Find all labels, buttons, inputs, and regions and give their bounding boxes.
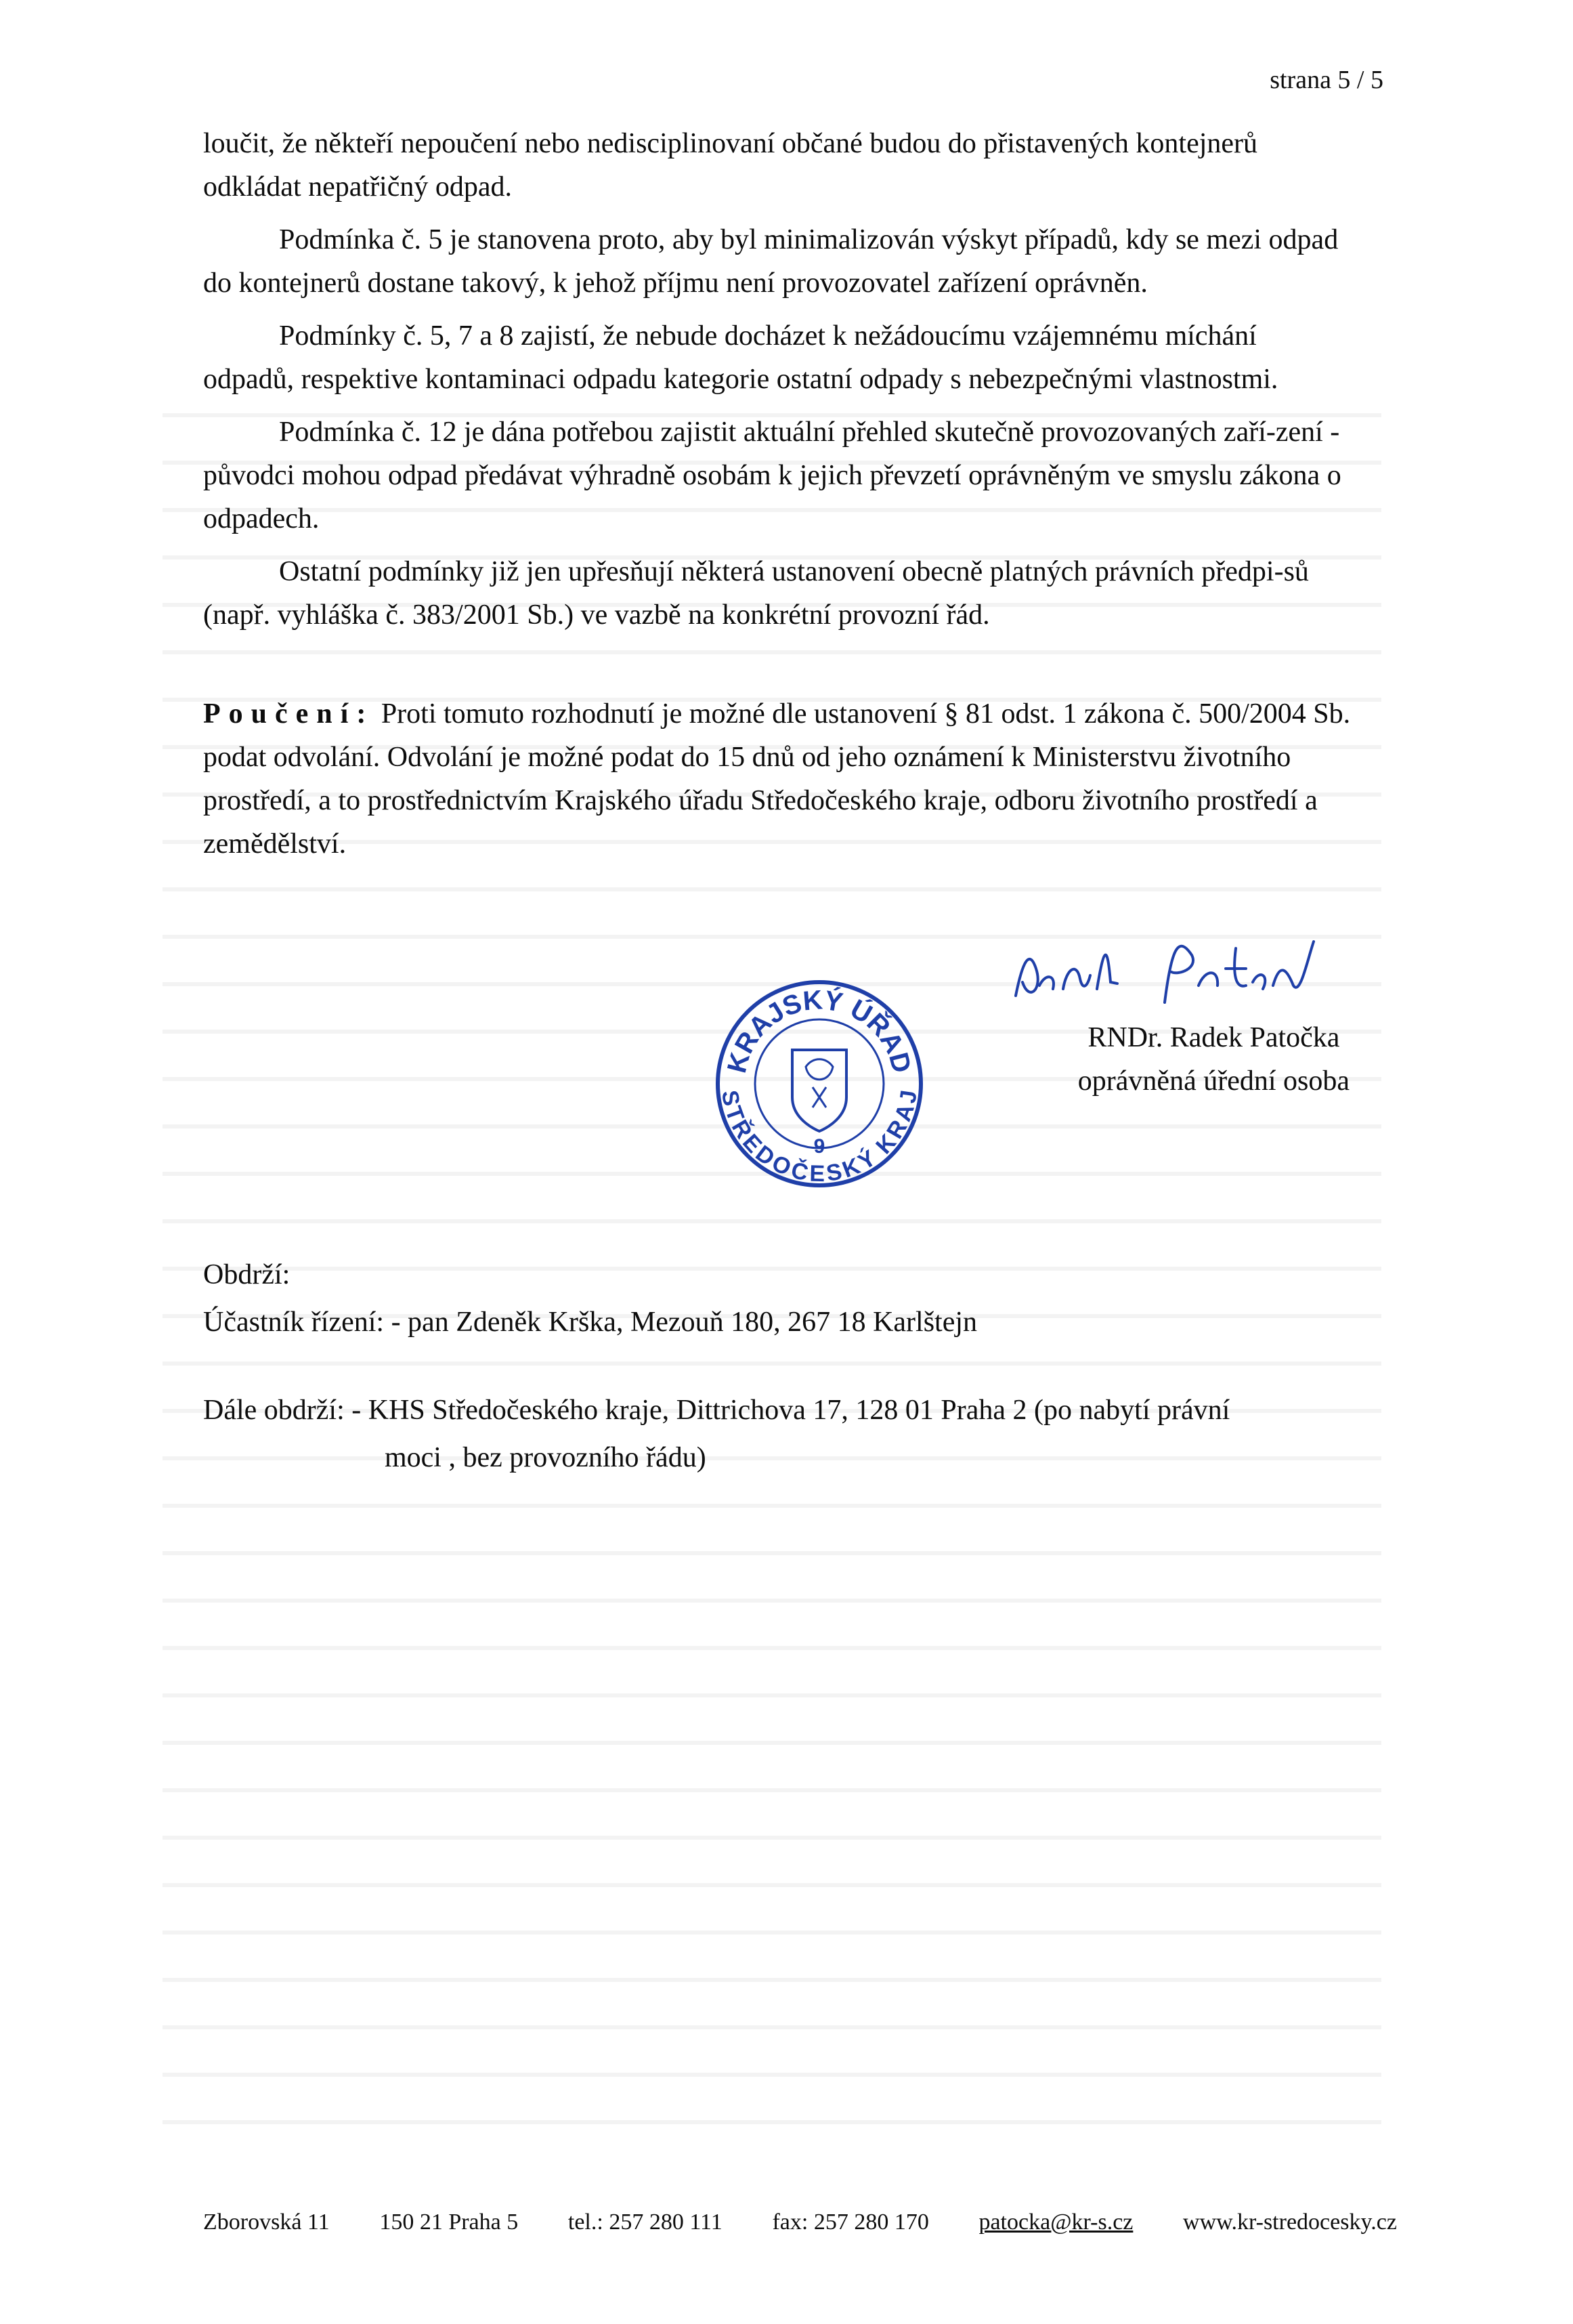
footer-address: Zborovská 11 xyxy=(203,2210,330,2235)
footer-fax: fax: 257 280 170 xyxy=(772,2210,929,2235)
further-recipient-line-1: Dále obdrží: - KHS Středočeského kraje, Dittrichova 17, 128 01 Praha 2 (po nabytí právní xyxy=(203,1395,1230,1426)
handwritten-signature xyxy=(1002,921,1320,1023)
recipients-section xyxy=(203,1253,1422,1483)
signatory-name: RNDr. Radek Patočka xyxy=(1087,1022,1340,1053)
footer-postal: 150 21 Praha 5 xyxy=(379,2210,519,2235)
signatory-block xyxy=(1078,1016,1350,1103)
appeal-notice-label: Poučení: xyxy=(203,698,374,730)
footer-email-link[interactable]: patocka@kr-s.cz xyxy=(978,2210,1134,2235)
recipients-heading: Obdrží: xyxy=(203,1259,290,1290)
appeal-notice xyxy=(203,692,1368,866)
footer-contact-bar xyxy=(203,2210,1397,2235)
paragraph-1: loučit, že někteří nepoučení nebo nedisciplinovaní občané budou do přistavených kontejnerů odkládat nepatřičný odpad. xyxy=(203,128,1258,203)
further-recipient-line-2: moci , bez provozního řádu) xyxy=(385,1442,706,1473)
page-number: strana 5 / 5 xyxy=(1270,66,1383,94)
coat-of-arms-icon xyxy=(792,1050,846,1131)
appeal-notice-text: Proti tomuto rozhodnutí je možné dle ustanovení § 81 odst. 1 zákona č. 500/2004 Sb. podat odvolání. Odvolání je možné podat do 15 dnů od jeho oznámení k Ministerstvu životního prostředí, a to prostřednictvím Krajského úřadu Středočeského kraje, odboru životního prostředí a zemědělství. xyxy=(203,698,1351,860)
signatory-role: oprávněná úřední osoba xyxy=(1077,1065,1350,1097)
justification-text xyxy=(203,122,1354,646)
official-stamp xyxy=(711,975,928,1192)
paragraph-4: Podmínka č. 12 je dána potřebou zajistit aktuální přehled skutečně provozovaných zaří-zení - původci mohou odpad předávat výhradně osobám k jejich převzetí oprávněným ve smyslu zákona o odpadech. xyxy=(203,417,1341,534)
participant-line: Účastník řízení: - pan Zdeněk Krška, Mezouň 180, 267 18 Karlštejn xyxy=(203,1307,978,1338)
stamp-number: 9 xyxy=(813,1135,825,1158)
stamp-top-text: KRAJSKÝ ÚŘAD xyxy=(722,985,917,1076)
paragraph-2: Podmínka č. 5 je stanovena proto, aby byl minimalizován výskyt případů, kdy se mezi odpad do kontejnerů dostane takový, k jehož příjmu není provozovatel zařízení oprávněn. xyxy=(203,224,1339,299)
footer-phone: tel.: 257 280 111 xyxy=(567,2210,723,2235)
paragraph-3: Podmínky č. 5, 7 a 8 zajistí, že nebude docházet k nežádoucímu vzájemnému míchání odpadů, respektive kontaminaci odpadu kategorie ostatní odpady s nebezpečnými vlastnostmi. xyxy=(203,320,1278,395)
stamp-bottom-text: STŘEDOČESKÝ KRAJ xyxy=(716,1089,922,1187)
footer-website[interactable]: www.kr-stredocesky.cz xyxy=(1183,2210,1397,2235)
paragraph-5: Ostatní podmínky již jen upřesňují některá ustanovení obecně platných právních předpi-sů (např. vyhláška č. 383/2001 Sb.) ve vazbě na konkrétní provozní řád. xyxy=(203,556,1309,631)
